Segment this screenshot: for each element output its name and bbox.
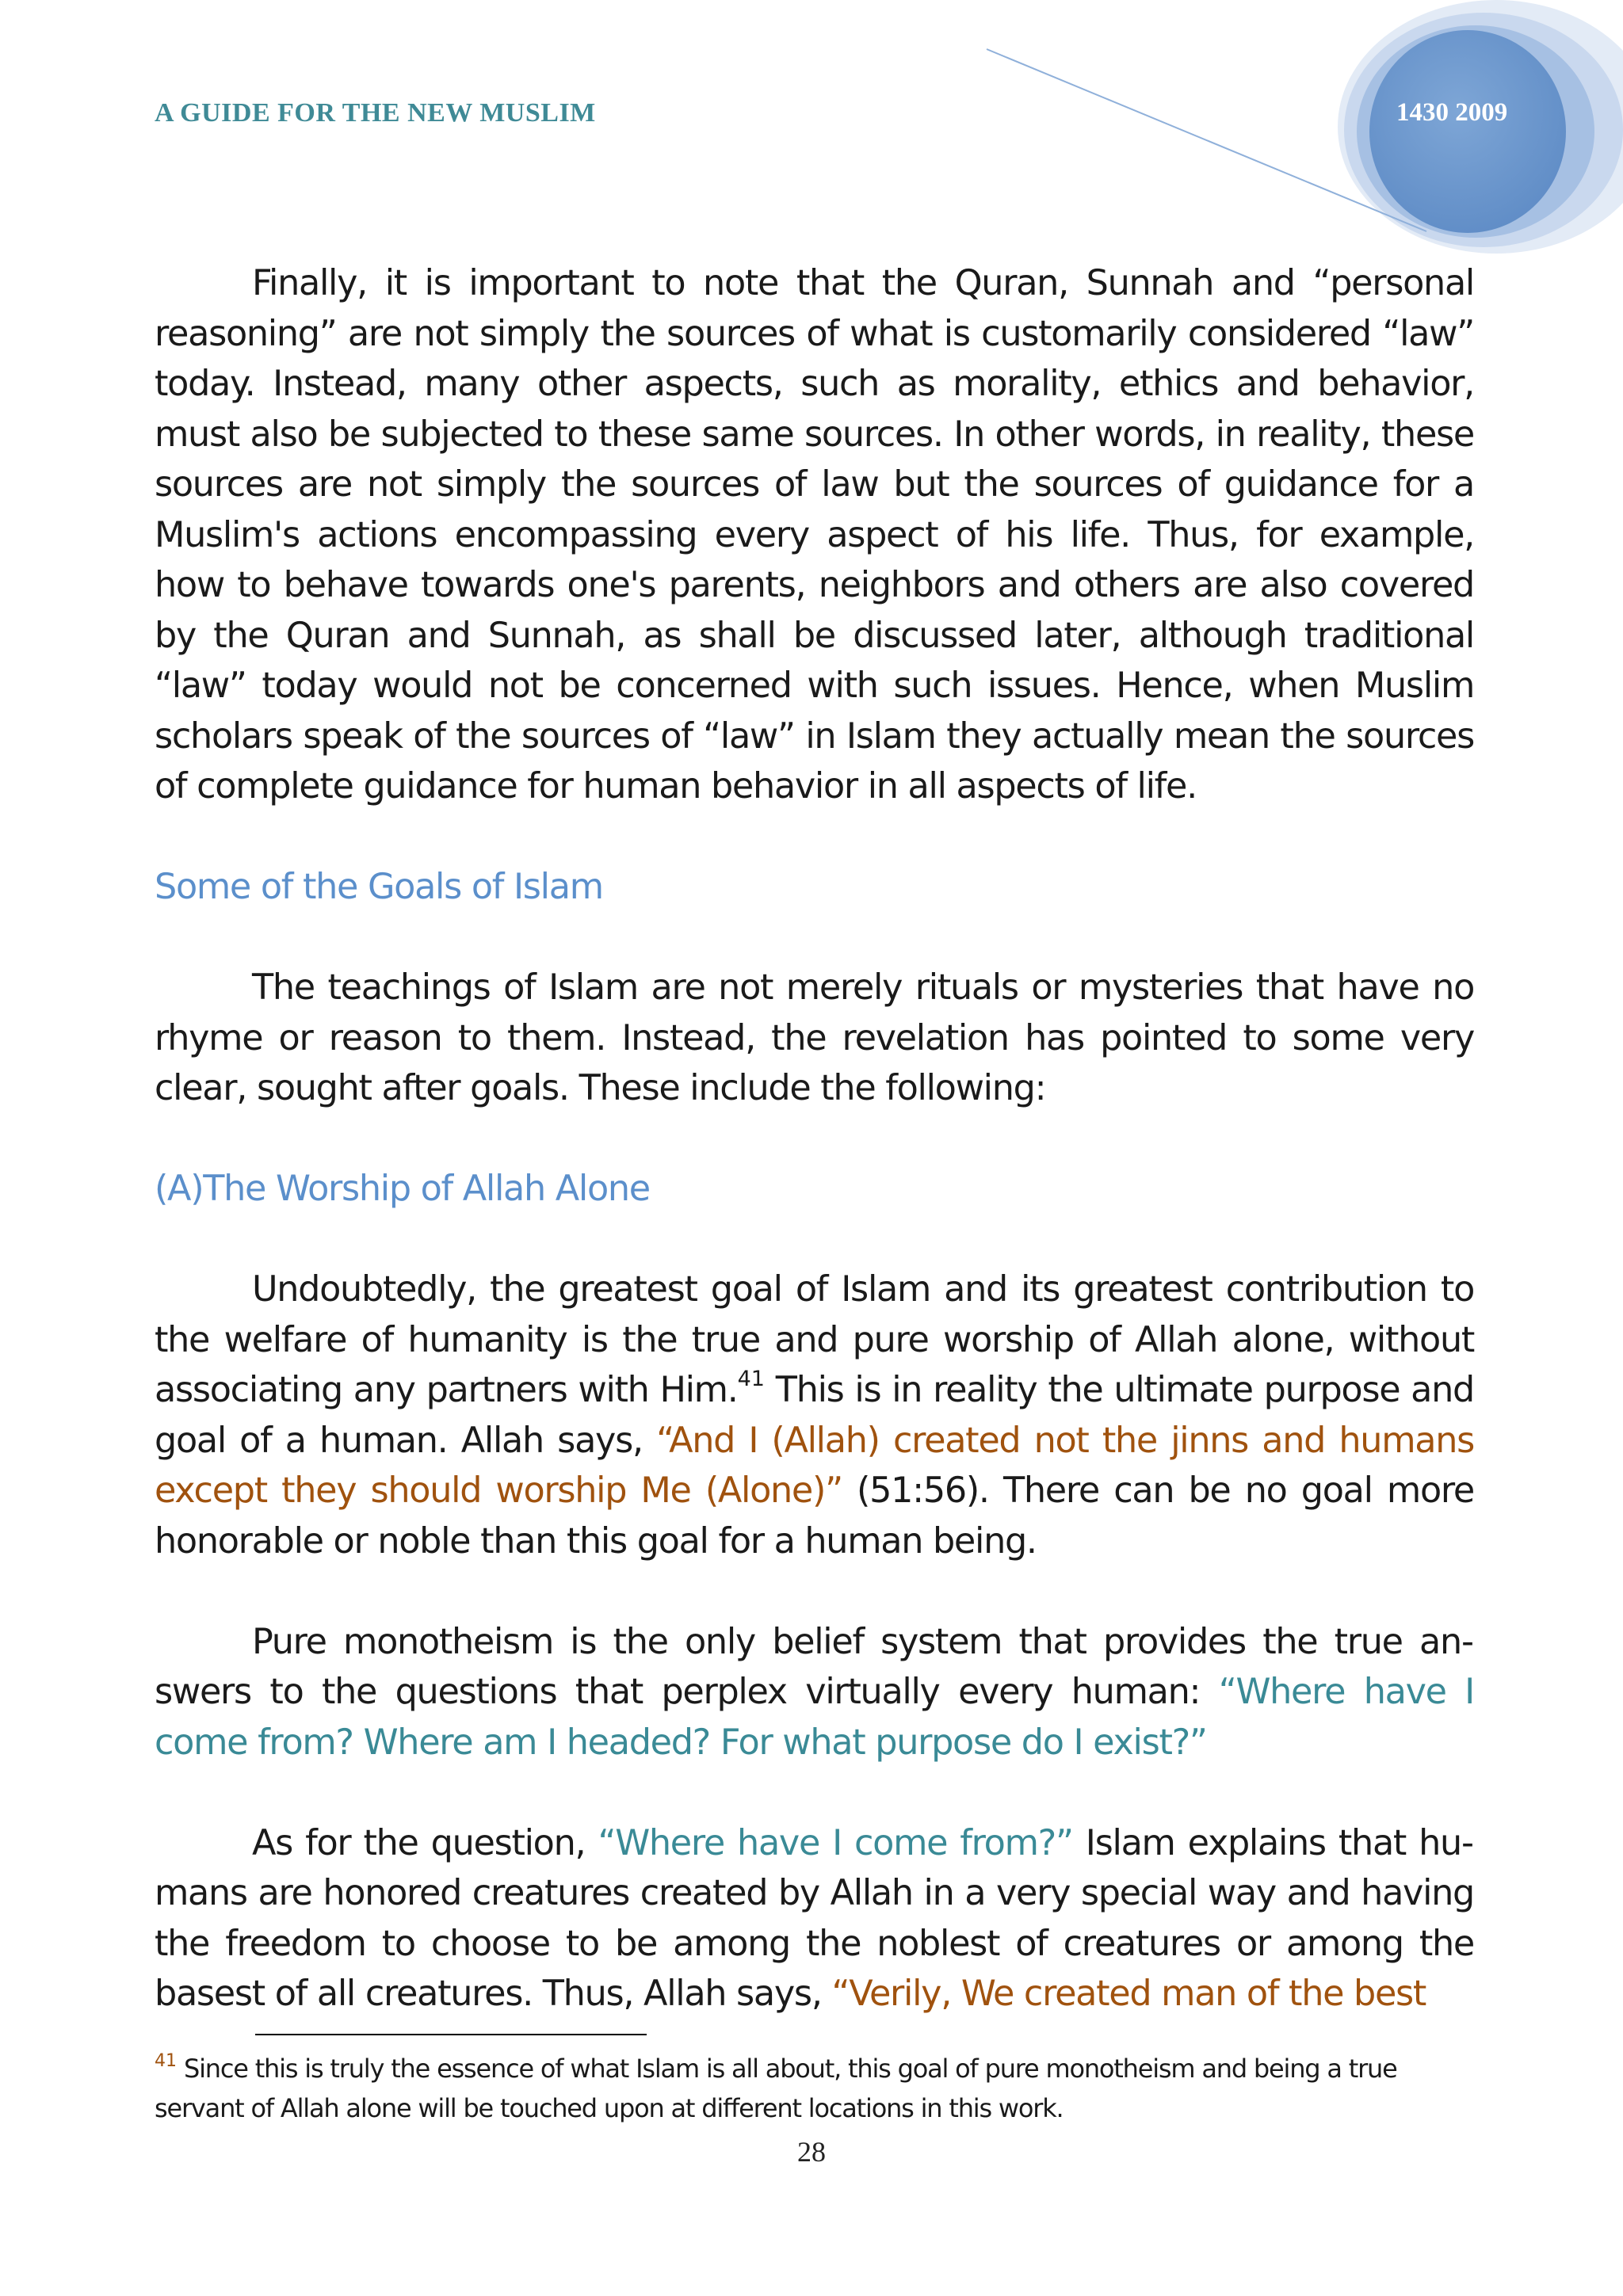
paragraph-sources-of-guidance: Finally, it is important to note that the Quran, Sunnah and “personal reasoning” are not simply the sources of what is customarily considered “law” today. Instead, many other aspects, such as morality, ethics and behavior, must also be subjected to these same sources. In other words, in reality, these sources are not simply the sources of law but the sources of guidance for a Muslim's actions encompassing every aspect of his life. Thus, for example, how to behave towards one's parents, neighbors and others are also covered by the Quran and Sunnah, as shall be discussed later, although traditional “law” today would not be concerned with such issues. Hence, when Muslim scholars speak of the sources of “law” in Islam they actually mean the sources of complete guidance for human behavior in all aspects of life.	[155, 263, 1474, 807]
subsection-heading-worship: (A)The Worship of Allah Alone	[155, 1169, 650, 1209]
footnote-reference-41[interactable]: 41	[737, 1367, 765, 1391]
where-come-from-text-b: Islam explains that humans are honored creatures created by Allah in a very special way and having the freedom to choose to be among the noblest of creatures or among the basest of all creatures. Thus, Allah says,	[155, 1822, 1474, 2014]
header-year: 1430 2009	[1396, 98, 1508, 127]
footnote-separator	[255, 2034, 647, 2035]
paragraph-goals-intro: The teachings of Islam are not merely rituals or mysteries that have no rhyme or reason to them. Instead, the revelation has pointed to some very clear, sought after goals. These include the following:	[155, 967, 1474, 1108]
greatest-goal-text-a: Undoubtedly, the greatest goal of Islam and its greatest contribution to the welfare of humanity is the true and pure worship of Allah alone, without associating any partners with Him.	[155, 1269, 1474, 1410]
page-body	[155, 258, 1474, 2019]
paragraph-where-come-from	[155, 1818, 1474, 2019]
paragraph-greatest-goal	[155, 1264, 1474, 1566]
quran-quote-best-mould: “Verily, We created man of the best	[831, 1974, 1426, 2014]
quran-quote-51-56: “And I (Allah) created not the jinns and humans except they should worship Me (Alone)”	[155, 1420, 1474, 1511]
greatest-goal-text-b: This is in reality the ultimate purpose and goal of a human. Allah says,	[155, 1370, 1474, 1461]
footnote-number: 41	[155, 2051, 177, 2071]
header-title: A GUIDE FOR THE NEW MUSLIM	[155, 98, 596, 128]
section-heading-goals: Some of the Goals of Islam	[155, 867, 603, 907]
page-number: 28	[797, 2136, 826, 2168]
circle-main	[1369, 30, 1566, 233]
existential-questions: “Where have I come from? Where am I headed? For what purpose do I exist?”	[155, 1672, 1474, 1763]
monotheism-text: Pure monotheism is the only belief system that provides the true answers to the questions that perplex virtually every human:	[155, 1621, 1474, 1712]
paragraph-monotheism	[155, 1617, 1474, 1768]
greatest-goal-text-c: (51:56). There can be no goal more honorable or noble than this goal for a human being.	[155, 1470, 1474, 1562]
where-come-from-text-a: As for the question,	[252, 1822, 598, 1863]
footnote-41	[155, 2049, 1474, 2128]
footnote-text: Since this is truly the essence of what Islam is all about, this goal of pure monotheism and being a true servant of Allah alone will be touched upon at different locations in this work.	[155, 2054, 1397, 2123]
question-where-come-from: “Where have I come from?”	[598, 1822, 1073, 1863]
